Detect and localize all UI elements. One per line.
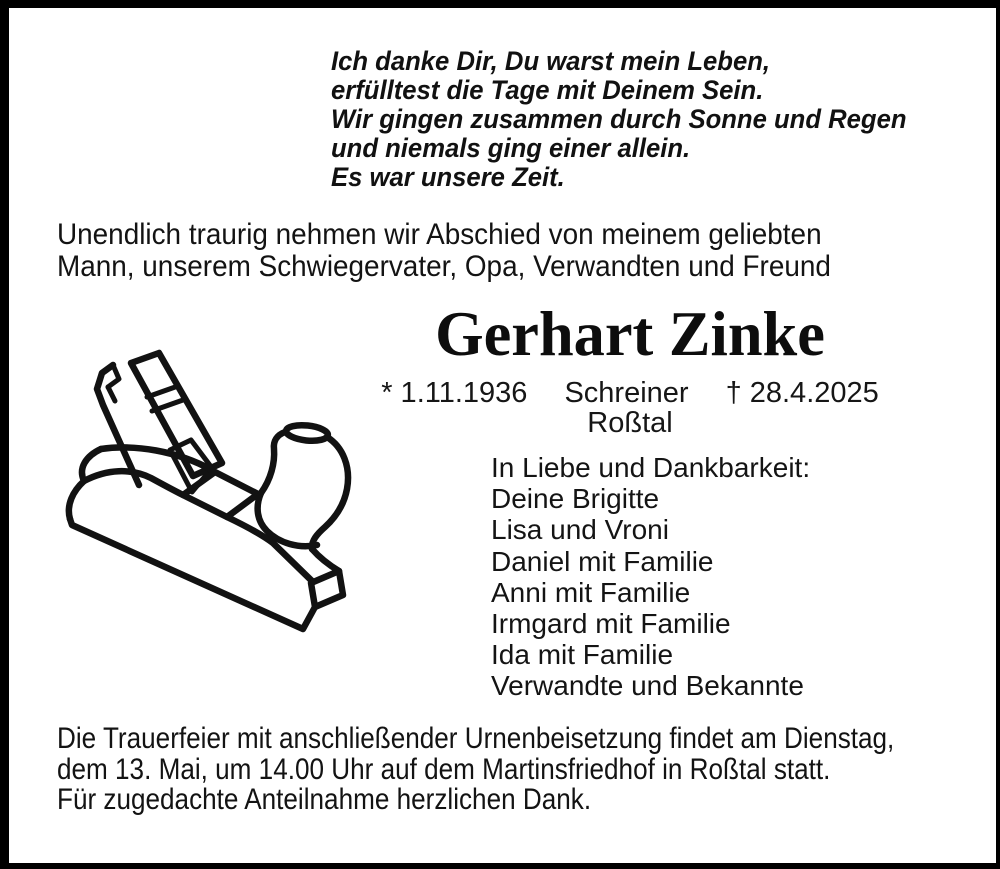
- funeral-line: Die Trauerfeier mit anschließender Urnenbeisetzung findet am Dienstag,: [57, 722, 895, 755]
- profession: Schreiner: [564, 377, 689, 409]
- intro-line: Unendlich traurig nehmen wir Abschied von meinem geliebten: [57, 218, 822, 251]
- intro-line: Mann, unserem Schwiegervater, Opa, Verwandten und Freund: [57, 249, 831, 283]
- mourner-line: Daniel mit Familie: [491, 545, 714, 577]
- mourner-line: Lisa und Vroni: [491, 514, 669, 546]
- mourners-list: [491, 452, 810, 702]
- funeral-line: Für zugedachte Anteilnahme herzlichen Dank.: [57, 783, 592, 816]
- death-date: † 28.4.2025: [725, 377, 879, 409]
- mourner-line: Anni mit Familie: [491, 576, 691, 608]
- place-of-residence: Roßtal: [587, 407, 673, 439]
- deceased-name: Gerhart Zinke: [435, 299, 825, 369]
- birth-date: * 1.11.1936: [381, 377, 528, 409]
- opening-poem: [331, 47, 907, 192]
- wood-plane-illustration: [55, 345, 395, 645]
- mourners-heading: In Liebe und Dankbarkeit:: [491, 452, 811, 483]
- mourner-line: Ida mit Familie: [491, 639, 674, 671]
- poem-line: und niemals ging einer allein.: [331, 133, 691, 163]
- mourner-line: Deine Brigitte: [491, 483, 660, 515]
- mourner-line: Irmgard mit Familie: [491, 608, 731, 640]
- name-block: [340, 301, 920, 367]
- funeral-details: [57, 724, 894, 816]
- intro-text: [57, 219, 831, 282]
- mourner-line: Verwandte und Bekannte: [491, 670, 804, 702]
- poem-line: erfülltest die Tage mit Deinem Sein.: [331, 75, 764, 105]
- dates-row: [340, 378, 920, 408]
- poem-line: Wir gingen zusammen durch Sonne und Regen: [331, 104, 907, 134]
- poem-line: Es war unsere Zeit.: [331, 162, 565, 192]
- poem-line: Ich danke Dir, Du warst mein Leben,: [331, 46, 771, 76]
- funeral-line: dem 13. Mai, um 14.00 Uhr auf dem Martinsfriedhof in Roßtal statt.: [57, 752, 831, 786]
